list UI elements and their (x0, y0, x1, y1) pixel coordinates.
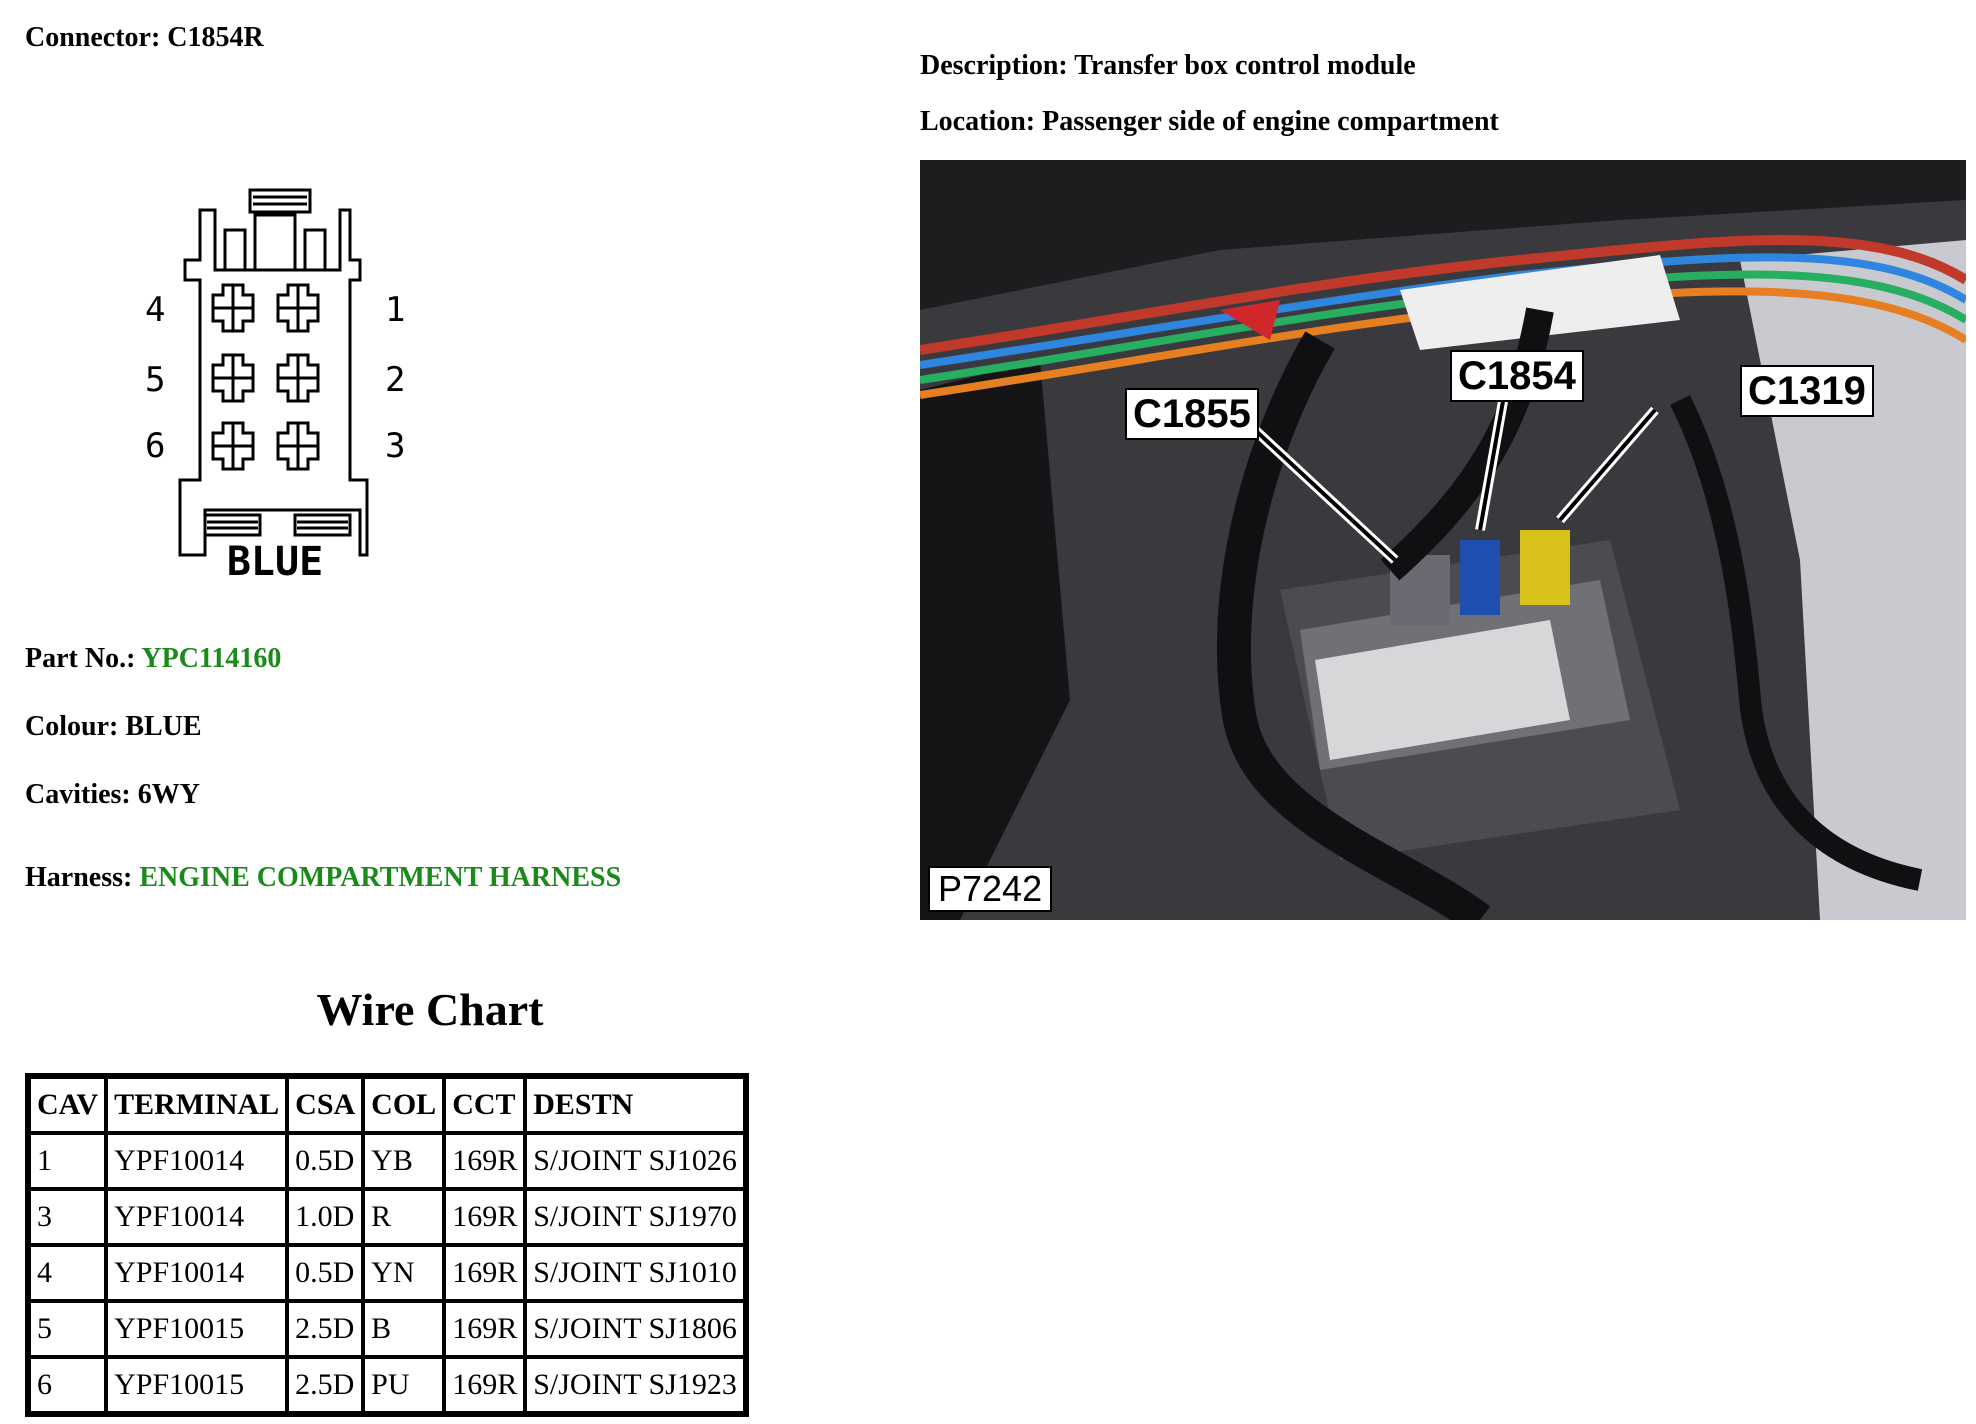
cell-cav: 6 (29, 1357, 106, 1413)
cell-col: YB (363, 1133, 444, 1189)
callout-c1319: C1319 (1740, 365, 1874, 417)
header-cav: CAV (29, 1077, 106, 1133)
cell-cav: 1 (29, 1133, 106, 1189)
cell-csa: 1.0D (287, 1189, 363, 1245)
table-row (29, 1301, 745, 1357)
header-cct: CCT (444, 1077, 525, 1133)
harness-label: Harness: (25, 862, 133, 893)
cell-terminal: YPF10015 (106, 1301, 287, 1357)
cell-cct: 169R (444, 1301, 525, 1357)
cavities-line (25, 779, 200, 811)
cell-csa: 0.5D (287, 1133, 363, 1189)
wire-chart-table (25, 1073, 749, 1417)
pin-label: 2 (385, 360, 405, 400)
cell-terminal: YPF10014 (106, 1189, 287, 1245)
cell-cct: 169R (444, 1189, 525, 1245)
colour-label: Colour: (25, 711, 119, 742)
cell-cav: 5 (29, 1301, 106, 1357)
connector-face-diagram (135, 185, 405, 580)
cavities-label: Cavities: (25, 779, 131, 810)
cell-terminal: YPF10015 (106, 1357, 287, 1413)
cell-col: PU (363, 1357, 444, 1413)
cell-csa: 0.5D (287, 1245, 363, 1301)
part-no-link[interactable]: YPC114160 (141, 643, 282, 674)
colour-line (25, 711, 202, 743)
pin-label: 1 (385, 290, 405, 330)
cell-cav: 3 (29, 1189, 106, 1245)
cell-col: B (363, 1301, 444, 1357)
header-csa: CSA (287, 1077, 363, 1133)
callout-c1854: C1854 (1450, 350, 1584, 402)
description-value: Transfer box control module (1074, 50, 1416, 81)
cell-csa: 2.5D (287, 1357, 363, 1413)
table-row (29, 1133, 745, 1189)
pin-label: 3 (385, 426, 405, 466)
location-photo (920, 160, 1966, 920)
cell-destn: S/JOINT SJ1806 (525, 1301, 745, 1357)
harness-link[interactable]: ENGINE COMPARTMENT HARNESS (139, 862, 622, 893)
description-label: Description: (920, 50, 1068, 81)
part-no-label: Part No.: (25, 643, 136, 674)
cell-terminal: YPF10014 (106, 1245, 287, 1301)
cell-col: YN (363, 1245, 444, 1301)
cell-cav: 4 (29, 1245, 106, 1301)
part-no-line (25, 643, 281, 675)
cell-destn: S/JOINT SJ1026 (525, 1133, 745, 1189)
cell-destn: S/JOINT SJ1970 (525, 1189, 745, 1245)
wire-chart-title: Wire Chart (316, 984, 544, 1035)
cell-destn: S/JOINT SJ1923 (525, 1357, 745, 1413)
cell-csa: 2.5D (287, 1301, 363, 1357)
pin-label: 6 (145, 426, 166, 466)
cell-col: R (363, 1189, 444, 1245)
table-row (29, 1245, 745, 1301)
header-col: COL (363, 1077, 444, 1133)
location-value: Passenger side of engine compartment (1042, 106, 1499, 137)
location-line (920, 106, 1499, 138)
colour-value: BLUE (125, 711, 202, 742)
callout-c1855: C1855 (1125, 388, 1259, 440)
table-row (29, 1189, 745, 1245)
photo-id: P7242 (928, 866, 1052, 912)
table-header-row (29, 1077, 745, 1133)
cavities-value: 6WY (137, 779, 200, 810)
pin-label: 4 (145, 290, 166, 330)
connector-label: Connector: (25, 22, 161, 53)
header-terminal: TERMINAL (106, 1077, 287, 1133)
cell-terminal: YPF10014 (106, 1133, 287, 1189)
harness-line (25, 862, 621, 894)
engine-bay-illustration (920, 160, 1966, 920)
diagram-colour-label: BLUE (226, 539, 324, 580)
cell-cct: 169R (444, 1245, 525, 1301)
description-line (920, 50, 1416, 82)
pin-label: 5 (145, 360, 166, 400)
cell-cct: 169R (444, 1133, 525, 1189)
table-row (29, 1357, 745, 1413)
connector-value: C1854R (167, 22, 264, 53)
cell-cct: 169R (444, 1357, 525, 1413)
connector-line (25, 22, 264, 54)
location-label: Location: (920, 106, 1036, 137)
header-destn: DESTN (525, 1077, 745, 1133)
cell-destn: S/JOINT SJ1010 (525, 1245, 745, 1301)
